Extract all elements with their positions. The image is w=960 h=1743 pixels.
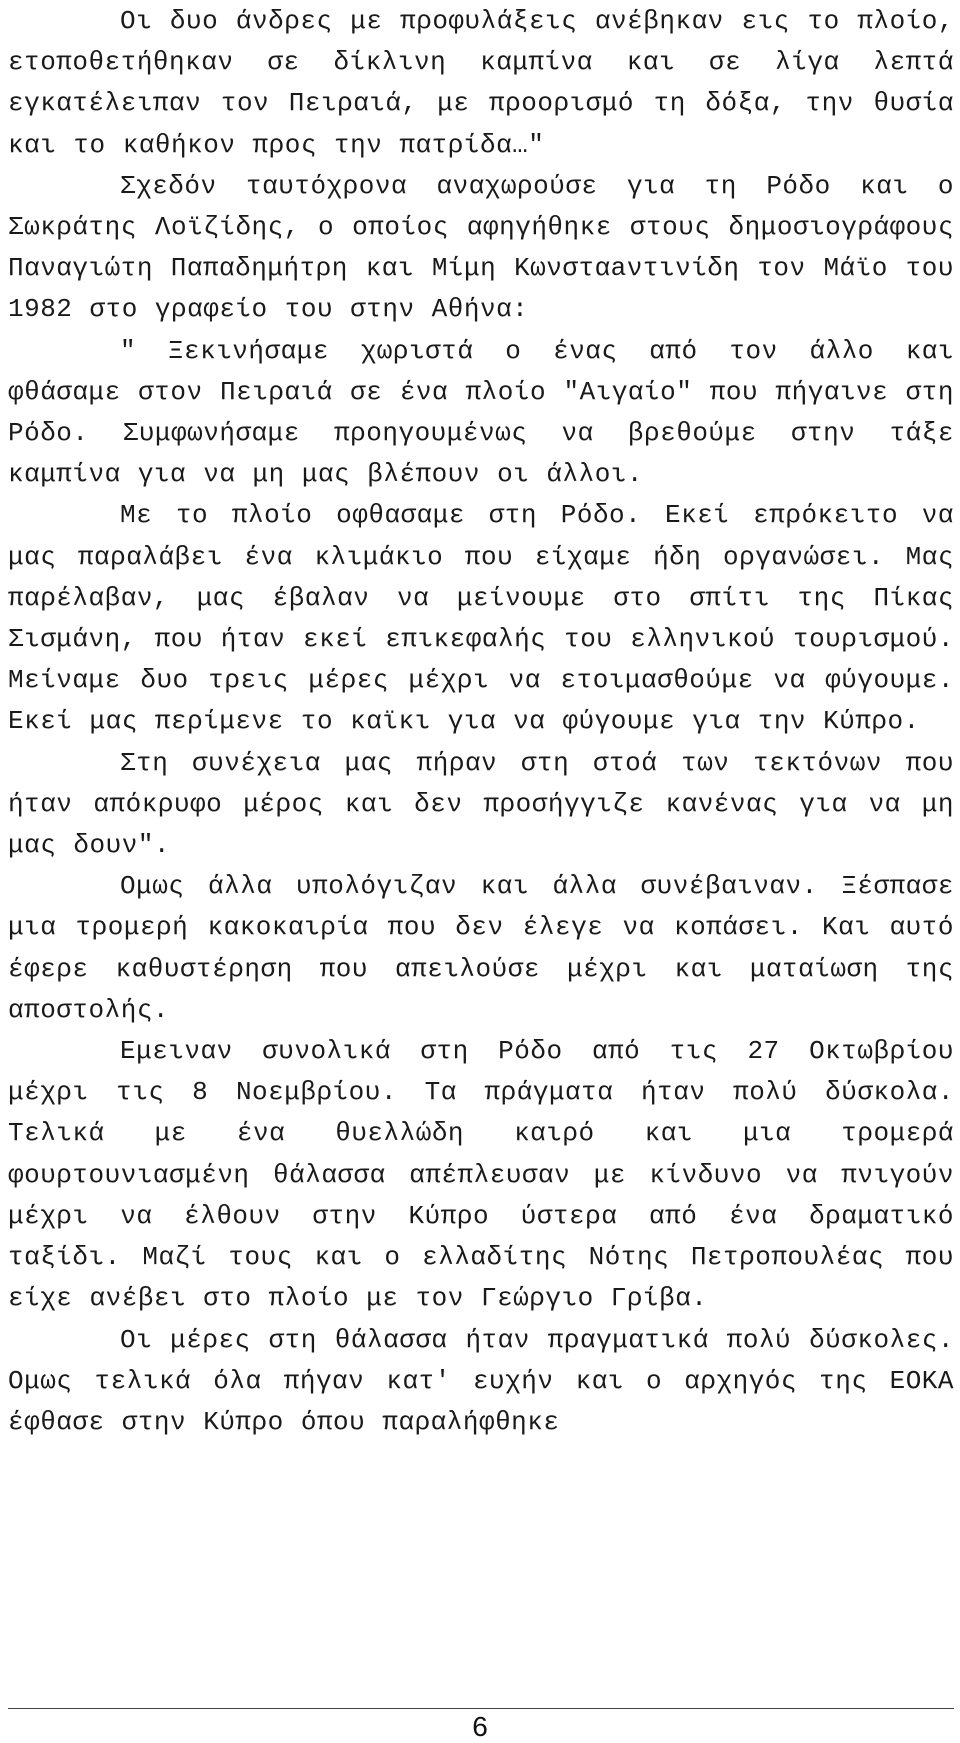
body-paragraph: " Ξεκινήσαμε χωριστά ο ένας από τον άλλο και φθάσαμε στον Πειραιά σε ένα πλοίο "Αιγαίο" που πήγαινε στη Ρόδο. Συμφωνήσαμε προηγουμένως να βρεθούμε στην τάξε καμπίνα για να μη μας βλέπουν οι άλλοι. — [8, 335, 954, 490]
page-number: 6 — [472, 1711, 488, 1742]
body-paragraph: Οι μέρες στη θάλασσα ήταν πραγματικά πολύ δύσκολες. Ομως τελικά όλα πήγαν κατ' ευχήν και ο αρχηγός της ΕΟΚΑ έφθασε στην Κύπρο όπου παραλήφθηκε — [8, 1324, 954, 1437]
document-page — [8, 0, 954, 1443]
body-paragraph: Στη συνέχεια μας πήραν στη στοά των τεκτόνων που ήταν απόκρυφο μέρος και δεν προσήγγιζε κανένας για να μη μας δουν". — [8, 747, 954, 861]
footer-divider — [8, 1708, 954, 1709]
body-paragraph: Σχεδόν ταυτόχρονα αναχωρούσε για τη Ρόδο και ο Σωκράτης Λοϊζίδης, ο οποίος αφηγήθηκε στους δημοσιογράφους Παναγιώτη Παπαδημήτρη και Μίμη Κωνσταaντινίδη τον Μάϊο του 1982 στο γραφείο του στην Αθήνα: — [8, 170, 954, 325]
body-paragraph: Εμειναν συνολικά στη Ρόδο από τις 27 Οκτωβρίου μέχρι τις 8 Νοεμβρίου. Τα πράγματα ήταν πολύ δύσκολα. Τελικά με ένα θυελλώδη καιρό και μια τρομερά φουρτουνιασμένη θάλασσα απέπλευσαν με κίνδυνο να πνιγούν μέχρι να έλθουν στην Κύπρο ύστερα από ένα δραματικό ταξίδι. Μαζί τους και ο ελλαδίτης Νότης Πετροπουλέας που είχε ανέβει στο πλοίο με τον Γεώργιο Γρίβα. — [8, 1036, 954, 1314]
body-paragraph: Ομως άλλα υπολόγιζαν και άλλα συνέβαιναν. Ξέσπασε μια τρομερή κακοκαιρία που δεν έλεγε να κοπάσει. Και αυτό έφερε καθυστέρηση που απειλούσε μέχρι και ματαίωση της αποστολής. — [8, 871, 954, 1025]
body-paragraph: Με το πλοίο οφθασαμε στη Ρόδο. Εκεί επρόκειτο να μας παραλάβει ένα κλιμάκιο που είχαμε ήδη οργανώσει. Μας παρέλαβαν, μας έβαλαν να μείνουμε στο σπίτι της Πίκας Σισμάνη, που ήταν εκεί επικεφαλής του ελληνικού τουρισμού. Μείναμε δυο τρεις μέρες μέχρι να ετοιμασθούμε να φύγουμε. Εκεί μας περίμενε το καϊκι για να φύγουμε για την Κύπρο. — [8, 500, 954, 737]
body-paragraph: Οι δυο άνδρες με προφυλάξεις ανέβηκαν εις το πλοίο, ετοποθετήθηκαν σε δίκλινη καμπίνα και σε λίγα λεπτά εγκατέλειπαν τον Πειραιά, με προορισμό τη δόξα, την θυσία και το καθήκον προς την πατρίδα…" — [8, 6, 954, 160]
